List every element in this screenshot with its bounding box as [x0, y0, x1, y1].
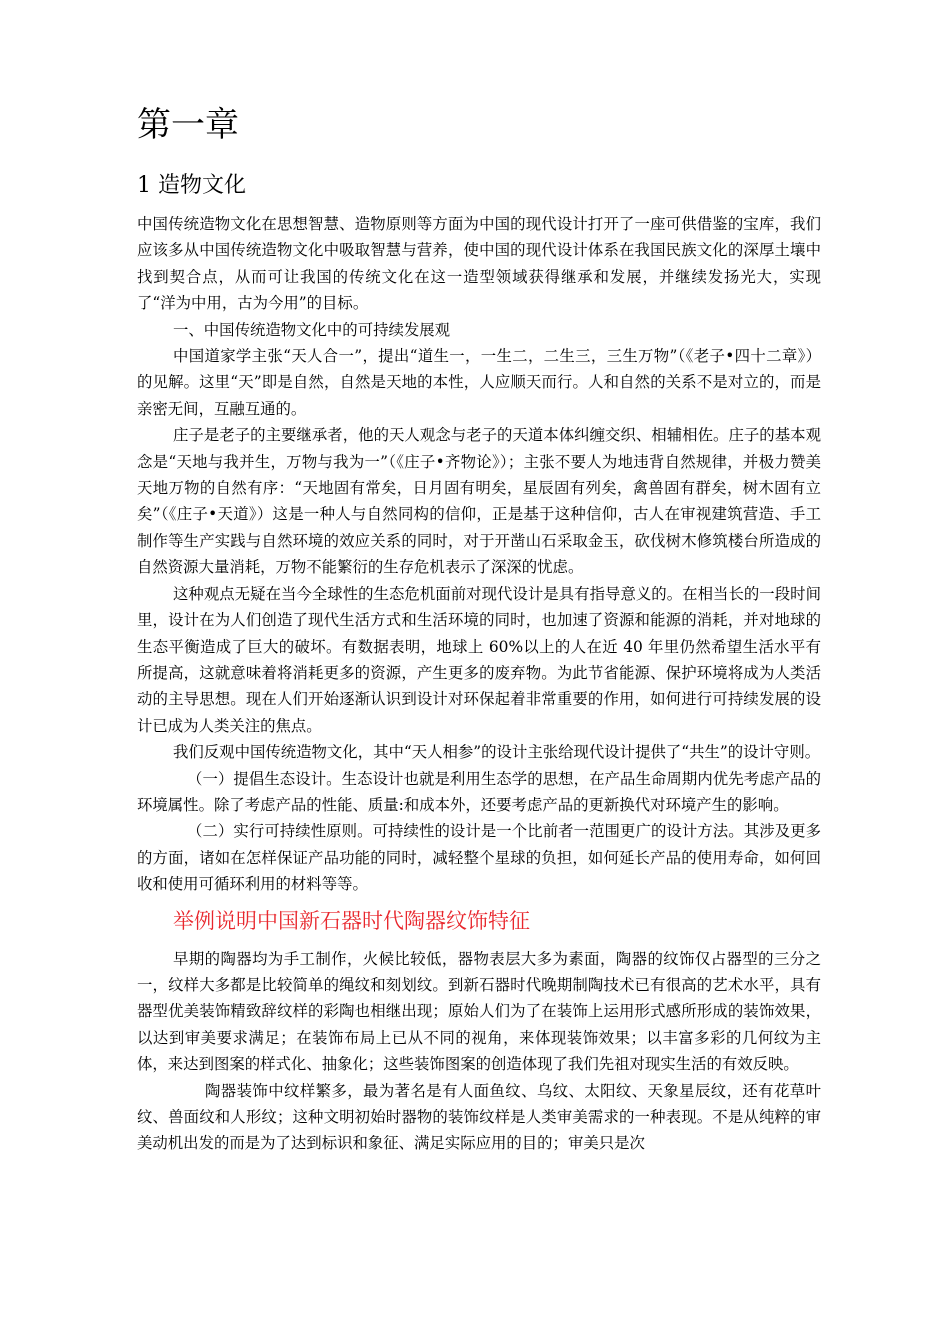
subheading-sustainability: 一、中国传统造物文化中的可持续发展观 — [173, 320, 451, 339]
paragraph-shengtai: （一）提倡生态设计。生态设计也就是利用生态学的思想，在产品生命周期内优先考虑产品的环境属性。除了考虑产品的性能、质量:和成本外，还要考虑产品的更新换代对环境产生的影响。 — [137, 769, 821, 814]
paragraph-intro: 中国传统造物文化在思想智慧、造物原则等方面为中国的现代设计打开了一座可供借鉴的宝库，我们应该多从中国传统造物文化中吸取智慧与营养，使中国的现代设计体系在我国民族文化的深厚土壤中找到契合点，从而可让我国的传统文化在这一造型领域获得继承和发展，并继续发扬光大，实现了“洋为中用，古为今用”的目标。 — [137, 215, 821, 313]
section-title: 1 造物文化 — [137, 173, 246, 198]
paragraph-fanguan: 我们反观中国传统造物文化，其中“天人相参”的设计主张给现代设计提供了“共生”的设计守则。 — [173, 743, 821, 762]
paragraph-taoqi: 陶器装饰中纹样繁多，最为著名是有人面鱼纹、乌纹、太阳纹、天象星辰纹，还有花草叶纹、兽面纹和人形纹；这种文明初始时器物的装饰纹样是人类审美需求的一种表现。不是从纯粹的审美动机出发的而是为了达到标识和象征、满足实际应用的目的；审美只是次 — [137, 1081, 821, 1153]
document-body — [137, 211, 821, 1157]
paragraph-zaoqi: 早期的陶器均为手工制作，火候比较低，器物表层大多为素面，陶器的纹饰仅占器型的三分之一，纹样大多都是比较简单的绳纹和刻划纹。到新石器时代晚期制陶技术已有很高的艺术水平，具有器型优美装饰精致辞纹样的彩陶也相继出现；原始人们为了在装饰上运用形式感所形成的装饰效果，以达到审美要求满足；在装饰布局上已从不同的视角，来体现装饰效果；以丰富多彩的几何纹为主体，来达到图案的样式化、抽象化；这些装饰图案的创造体现了我们先祖对现实生活的有效反映。 — [137, 949, 821, 1074]
paragraph-daojia: 中国道家学主张“天人合一”，提出“道生一，一生二，二生三，三生万物”（《老子•四十二章》）的见解。这里“天”即是自然，自然是天地的本性，人应顺天而行。人和自然的关系不是对立的，而是亲密无间，互融互通的。 — [137, 347, 821, 418]
paragraph-zhuangzi: 庄子是老子的主要继承者，他的天人观念与老子的天道本体纠缠交织、相辅相佐。庄子的基本观念是“天地与我并生，万物与我为一”（《庄子•齐物论》）；主张不要人为地违背自然规律，并极力赞美天地万物的自然有序：“天地固有常矣，日月固有明矣，星辰固有列矣，禽兽固有群矣，树木固有立矣”（《庄子•天道》）这是一种人与自然同构的信仰，正是基于这种信仰，古人在审视建筑营造、手工制作等生产实践与自然环境的效应关系的同时，对于开凿山石采取金玉，砍伐树木修筑楼台所造成的自然资源大量消耗，万物不能繁衍的生存危机表示了深深的忧虑。 — [137, 426, 821, 577]
red-heading-pottery: 举例说明中国新石器时代陶器纹饰特征 — [173, 908, 530, 933]
paragraph-kechixu: （二）实行可持续性原则。可持续性的设计是一个比前者一范围更广的设计方法。其涉及更多的方面，诸如在怎样保证产品功能的同时，减轻整个星球的负担，如何延长产品的使用寿命，如何回收和使用可循环利用的材料等等。 — [137, 822, 821, 894]
paragraph-guandian: 这种观点无疑在当今全球性的生态危机面前对现代设计是具有指导意义的。在相当长的一段时间里，设计在为人们创造了现代生活方式和生活环境的同时，也加速了资源和能源的消耗，并对地球的生态平衡造成了巨大的破坏。有数据表明，地球上 60%以上的人在近 40 年里仍然希望生活水平有所提高，这就意味着将消耗更多的资源，产生更多的废弃物。为此节省能源、保护环境将成为人类活动的主导思想。现在人们开始逐渐认识到设计对环保起着非常重要的作用，如何进行可持续发展的设计已成为人类关注的焦点。 — [137, 584, 821, 735]
chapter-title: 第一章 — [137, 105, 239, 145]
